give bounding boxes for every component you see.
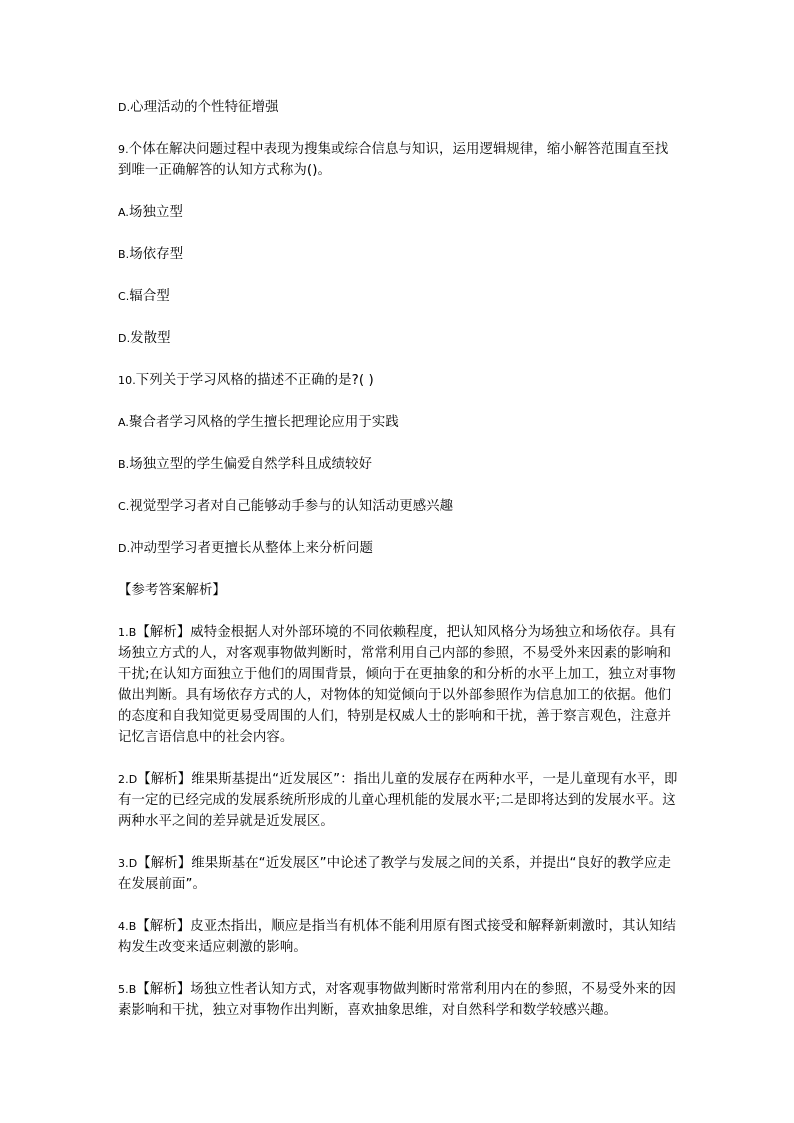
- answer-2: [118, 769, 678, 832]
- answer-text: 【解析】威特金根据人对外部环境的不同依赖程度，把认知风格分为场独立和场依存。具有场独立方式的人，对客观事物做判断时，常常利用自己内部的参照，不易受外来因素的影响和干扰;在认知方面独立于他们的周围背景，倾向于在更抽象的和分析的水平上加工，独立对事物做出判断。具有场依存方式的人，对物体的知觉倾向于以外部参照作为信息加工的依据。他们的态度和自我知觉更易受周围的人们，特别是权威人士的影响和干扰，善于察言观色，注意并记忆言语信息中的社会内容。: [118, 625, 676, 745]
- option-label: A.: [118, 416, 130, 429]
- option-label: D.: [118, 101, 131, 114]
- option-label: B.: [118, 248, 130, 261]
- question-text: 个体在解决问题过程中表现为搜集或综合信息与知识，运用逻辑规律，缩小解答范围直至找到唯一正确解答的认知方式称为()。: [118, 142, 669, 178]
- option-label: C.: [118, 290, 130, 303]
- option-text: 视觉型学习者对自己能够动手参与的认知活动更感兴趣: [129, 499, 454, 514]
- option-label: A.: [118, 206, 130, 219]
- answer-label: 2.D: [118, 773, 138, 786]
- answer-3: [118, 853, 678, 895]
- question-text: 下列关于学习风格的描述不正确的是?( ): [135, 373, 374, 388]
- option-text: 场独立型的学生偏爱自然学科且成绩较好: [129, 457, 373, 472]
- option-d-q9: [118, 328, 678, 349]
- option-label: D.: [118, 332, 131, 345]
- option-label: B.: [118, 458, 130, 471]
- question-10: [118, 370, 678, 391]
- option-a-q10: [118, 412, 678, 433]
- answer-5: [118, 979, 678, 1021]
- answer-text: 【解析】场独立性者认知方式，对客观事物做判断时常常利用内在的参照，不易受外来的因素影响和干扰，独立对事物作出判断，喜欢抽象思维，对自然科学和数学较感兴趣。: [118, 982, 676, 1018]
- answer-label: 4.B: [118, 920, 137, 933]
- option-text: 聚合者学习风格的学生擅长把理论应用于实践: [129, 415, 399, 430]
- document-page: [118, 97, 678, 1042]
- option-a-q9: [118, 202, 678, 223]
- option-c-q9: [118, 286, 678, 307]
- option-text: 冲动型学习者更擅长从整体上来分析问题: [130, 541, 374, 556]
- answer-4: [118, 916, 678, 958]
- option-c-q10: [118, 496, 678, 517]
- option-b-q10: [118, 454, 678, 475]
- option-text: 心理活动的个性特征增强: [130, 100, 279, 115]
- option-d-q8: [118, 97, 678, 118]
- option-label: D.: [118, 542, 131, 555]
- answer-label: 3.D: [118, 857, 138, 870]
- section-heading-text: 【参考答案解析】: [118, 583, 226, 598]
- answer-label: 1.B: [118, 626, 137, 639]
- option-b-q9: [118, 244, 678, 265]
- answer-text: 【解析】维果斯基在“近发展区”中论述了教学与发展之间的关系，并提出“良好的教学应走在发展前面”。: [118, 856, 672, 892]
- question-9: [118, 139, 678, 181]
- option-label: C.: [118, 500, 130, 513]
- answer-1: [118, 622, 678, 748]
- question-number: 10.: [118, 374, 136, 387]
- answer-text: 【解析】皮亚杰指出，顺应是指当有机体不能利用原有图式接受和解释新刺激时，其认知结构发生改变来适应刺激的影响。: [118, 919, 676, 955]
- answer-label: 5.B: [118, 983, 137, 996]
- option-text: 场依存型: [129, 247, 184, 262]
- option-text: 发散型: [130, 331, 171, 346]
- question-number: 9.: [118, 143, 129, 156]
- option-d-q10: [118, 538, 678, 559]
- option-text: 辐合型: [129, 289, 170, 304]
- answer-section-heading: [118, 580, 678, 601]
- option-text: 场独立型: [129, 205, 183, 220]
- answer-text: 【解析】维果斯基提出“近发展区”：指出儿童的发展存在两种水平，一是儿童现有水平，即有一定的已经完成的发展系统所形成的儿童心理机能的发展水平;二是即将达到的发展水平。这两种水平之间的差异就是近发展区。: [118, 772, 678, 829]
